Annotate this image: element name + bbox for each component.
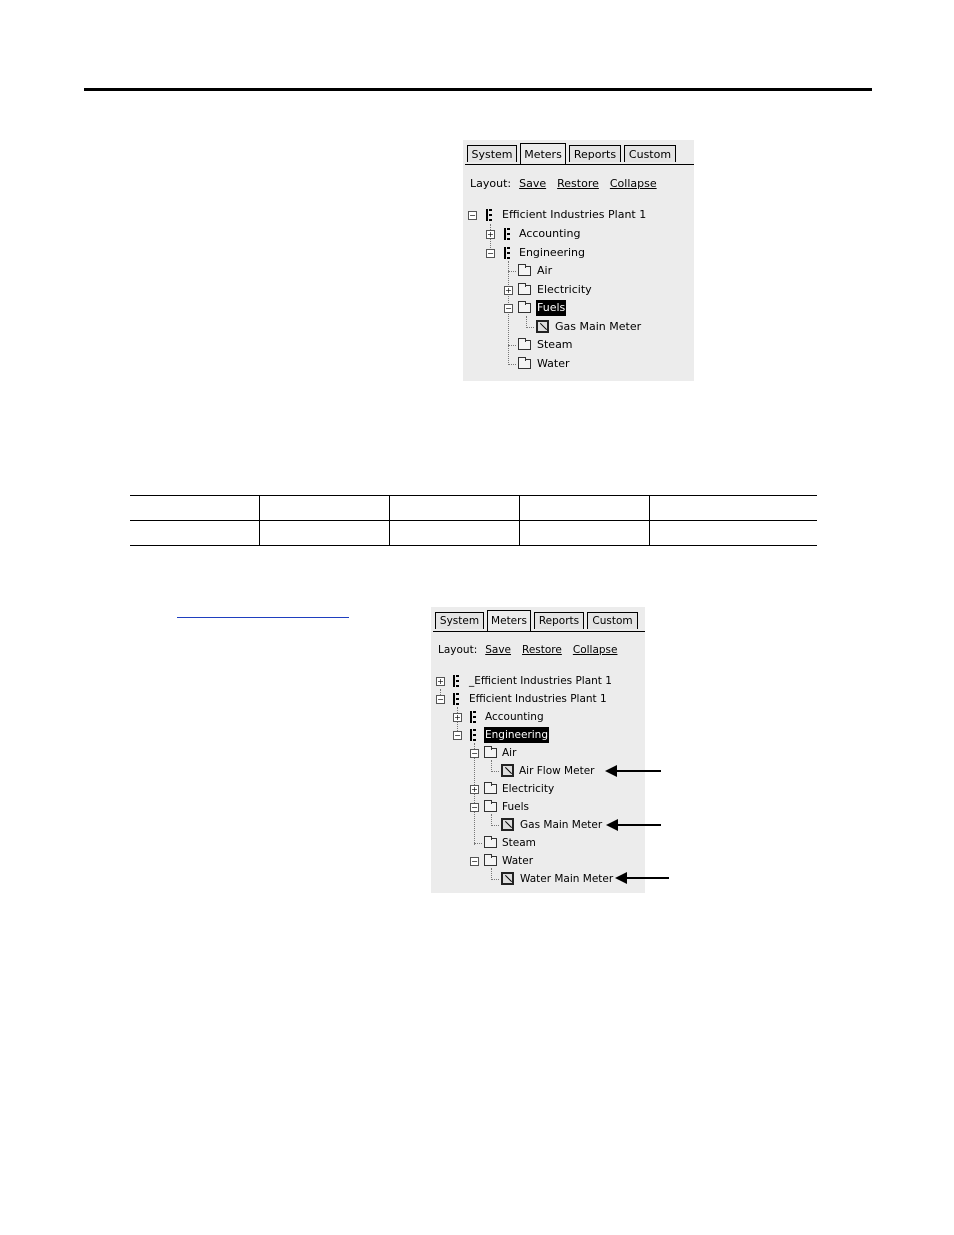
tree-label-air-flow-meter: Air Flow Meter: [519, 765, 595, 777]
tree-label-electricity: Electricity: [537, 283, 592, 296]
expand-icon[interactable]: +: [487, 230, 494, 239]
org-tree-icon: [486, 209, 492, 221]
tab-custom[interactable]: Custom: [587, 612, 638, 629]
collapse-icon[interactable]: −: [505, 304, 512, 313]
org-tree-icon: [453, 675, 459, 687]
tree-label-water: Water: [502, 855, 534, 867]
folder-open-icon: [518, 303, 531, 313]
expand-icon[interactable]: +: [505, 286, 512, 295]
layout-toolbar: [470, 177, 657, 190]
folder-open-icon: [484, 856, 497, 866]
layout-label: Layout:: [470, 177, 512, 190]
org-tree-icon: [470, 711, 476, 723]
tree-label-steam: Steam: [537, 338, 573, 351]
collapse-icon[interactable]: −: [471, 749, 478, 758]
restore-link[interactable]: Restore: [557, 177, 599, 190]
tree-label-engineering: Engineering: [519, 246, 585, 259]
tab-custom[interactable]: Custom: [624, 145, 676, 162]
empty-table: [130, 495, 817, 546]
tab-reports[interactable]: Reports: [534, 612, 584, 629]
meter-icon: [501, 764, 514, 777]
tree-label-accounting: Accounting: [519, 227, 581, 240]
page-header-rule: [84, 88, 872, 91]
meter-icon: [536, 320, 549, 333]
tab-system[interactable]: System: [435, 612, 484, 629]
org-tree-icon: [470, 729, 476, 741]
tree-label-engineering: Engineering: [485, 729, 548, 741]
tree-label-water: Water: [537, 357, 570, 370]
meters-tree-panel-2: [431, 607, 645, 893]
folder-icon: [484, 784, 497, 794]
folder-icon: [518, 359, 531, 369]
collapse-link[interactable]: Collapse: [572, 644, 618, 656]
meters-tree-panel-1: [463, 140, 694, 381]
tab-system[interactable]: System: [467, 145, 517, 162]
tree-label-plant-copy: _Efficient Industries Plant 1: [469, 675, 612, 687]
tree-label-gas-main-meter: Gas Main Meter: [555, 320, 642, 333]
table-row: [130, 521, 817, 546]
collapse-icon[interactable]: −: [469, 211, 476, 220]
folder-icon: [518, 266, 531, 276]
collapse-icon[interactable]: −: [471, 857, 478, 866]
table-row: [130, 496, 817, 521]
org-tree-icon: [504, 247, 510, 259]
layout-toolbar: [438, 644, 617, 656]
collapse-icon[interactable]: −: [437, 695, 444, 704]
tree-label-plant: Efficient Industries Plant 1: [502, 208, 647, 221]
left-arrow-icon: [626, 877, 669, 879]
layout-label: Layout:: [438, 644, 478, 656]
tree-label-electricity: Electricity: [502, 783, 555, 795]
tab-meters[interactable]: Meters: [487, 610, 531, 631]
expand-icon[interactable]: +: [454, 713, 461, 722]
org-tree-icon: [453, 693, 459, 705]
tab-meters[interactable]: Meters: [520, 143, 566, 164]
meter-icon: [501, 872, 514, 885]
save-link[interactable]: Save: [519, 177, 547, 190]
tree-label-accounting: Accounting: [485, 711, 544, 723]
collapse-icon[interactable]: −: [471, 803, 478, 812]
tree-label-gas-main-meter: Gas Main Meter: [520, 819, 603, 831]
meter-icon: [501, 818, 514, 831]
folder-icon: [484, 838, 497, 848]
save-link[interactable]: Save: [485, 644, 512, 656]
expand-icon[interactable]: +: [437, 677, 444, 686]
restore-link[interactable]: Restore: [522, 644, 562, 656]
folder-icon: [518, 340, 531, 350]
tree-label-fuels: Fuels: [537, 301, 566, 314]
collapse-icon[interactable]: −: [487, 249, 494, 258]
tree-label-fuels: Fuels: [502, 801, 529, 813]
left-arrow-icon: [616, 770, 661, 772]
tree-label-plant: Efficient Industries Plant 1: [469, 693, 607, 705]
tree-label-air: Air: [502, 747, 517, 759]
tab-reports[interactable]: Reports: [569, 145, 621, 162]
collapse-link[interactable]: Collapse: [609, 177, 657, 190]
folder-open-icon: [484, 802, 497, 812]
tree-label-steam: Steam: [502, 837, 536, 849]
tree-label-air: Air: [537, 264, 553, 277]
expand-icon[interactable]: +: [471, 785, 478, 794]
folder-icon: [518, 285, 531, 295]
hyperlink-underline[interactable]: [177, 617, 349, 618]
org-tree-icon: [504, 228, 510, 240]
tree-label-water-main-meter: Water Main Meter: [520, 873, 614, 885]
tab-bar: [433, 612, 645, 632]
left-arrow-icon: [617, 824, 661, 826]
folder-open-icon: [484, 748, 497, 758]
collapse-icon[interactable]: −: [454, 731, 461, 740]
tab-bar: [465, 145, 694, 165]
